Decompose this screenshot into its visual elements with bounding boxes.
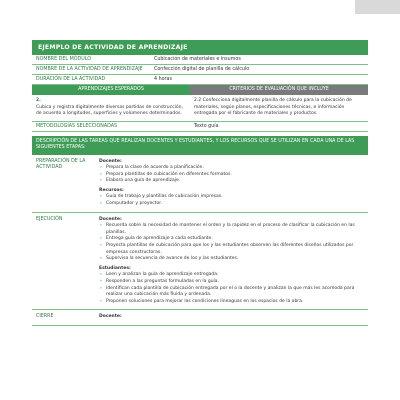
resources-title: Recursos: [99, 187, 124, 193]
docente-title: Docente: [99, 314, 122, 320]
phase-label: EJECUCIÓN [36, 216, 63, 222]
expected-learning [32, 95, 190, 121]
phase-label: CIERRE [36, 314, 54, 320]
learning-header [32, 85, 368, 95]
phase-content [95, 155, 368, 212]
activity-banner: EJEMPLO DE ACTIVIDAD DE APRENDIZAJE [32, 40, 368, 55]
docente-title: Docente: [99, 216, 122, 222]
methodology-value: Texto guía [194, 123, 219, 129]
phase-content [95, 213, 368, 310]
expected-learning-header: APRENDIZAJES ESPERADOS [32, 85, 190, 95]
list-item: › Prepara la clase de acuerdo a planificación. [99, 165, 364, 172]
phase-execution [32, 213, 368, 311]
activity-table [32, 55, 368, 326]
info-label: NOMBRE DEL MÓDULO [36, 57, 92, 62]
info-row-activity [32, 65, 368, 75]
list-item: › Entrega guía de aprendizaje a cada estudiante. [99, 236, 364, 243]
info-label: NOMBRE DE LA ACTIVIDAD DE APRENDIZAJE [36, 67, 143, 72]
learning-row [32, 95, 368, 122]
phase-closing [32, 310, 368, 326]
list-item: › Elabora una guía de aprendizaje. [99, 178, 364, 185]
phase-preparation [32, 155, 368, 213]
tasks-description-header: DESCRIPCIÓN DE LAS TAREAS QUE REALIZAN DOCENTES Y ESTUDIANTES, Y LOS RECURSOS QUE SE UTILIZAN EN CADA UNA DE LAS SIGUIENTES ETAPAS: [32, 136, 368, 155]
phase-label: PREPARACIÓN DE LA ACTIVIDAD [36, 158, 86, 170]
info-value: Cubicación de materiales e insumos [154, 57, 241, 62]
criteria-text: 2.2 Confecciona digitalmente planilla de cálculo para la cubicación de materiales, según planos, especificaciones técnicas, e información entregada por el fabricante de materiales y productos. [194, 98, 352, 116]
info-label: DURACIÓN DE LA ACTIVIDAD [36, 77, 106, 82]
list-item: › Proyecta plantillas de cubicación para que los y las estudiantes observen las diferentes diseños utilizados por empresas constructoras. [99, 243, 364, 256]
info-row-module [32, 55, 368, 65]
list-item: › Computador y proyector. [99, 201, 364, 208]
list-item: › Proponen soluciones para mejorar las condiciones lineaguas en los espacios de la obra. [99, 299, 364, 306]
criteria-header: CRITERIOS DE EVALUACIÓN QUE INCLUYE [190, 85, 368, 95]
list-item: › Responden a las preguntas formuladas en la guía. [99, 279, 364, 286]
list-item: › Recuerda sobre la necesidad de mantener el orden y la rapidez en el proceso de clasificar la cubicación en las planillas. [99, 223, 364, 236]
learning-text: Cubica y registra digitalmente diversas partidas de construcción, de acuerdo a longitudes, superficies y volúmenes determinados. [36, 104, 183, 116]
methodology-label: METODOLOGÍAS SELECCIONADAS [36, 123, 118, 129]
list-item: › Supervisa la secuencia de avance de los y las estudiantes. [99, 256, 364, 263]
page-corner-strip [355, 0, 400, 14]
list-item: › Leen y analizan la guía de aprendizaje entregada. [99, 272, 364, 279]
methodology-row [32, 122, 368, 132]
info-row-duration [32, 75, 368, 85]
info-value: Confección digital de planilla de cálculo [154, 67, 250, 72]
docente-title: Docente: [99, 158, 122, 164]
list-item: › Guía de trabajo y plantillas de cubicación impresas. [99, 194, 364, 201]
list-item: › Identifican cada plantilla de cubicación entregada por el o la docente y analizan la que más les acomoda para realizar una cubicación más fluida y ordenada. [99, 286, 364, 299]
learning-number: 2. [36, 98, 41, 103]
info-value: 4 horas [154, 77, 172, 82]
students-title: Estudiantes: [99, 265, 131, 271]
list-item: › Prepara plantillas de cubicación en diferentes formatos. [99, 172, 364, 179]
phase-content [95, 310, 368, 325]
